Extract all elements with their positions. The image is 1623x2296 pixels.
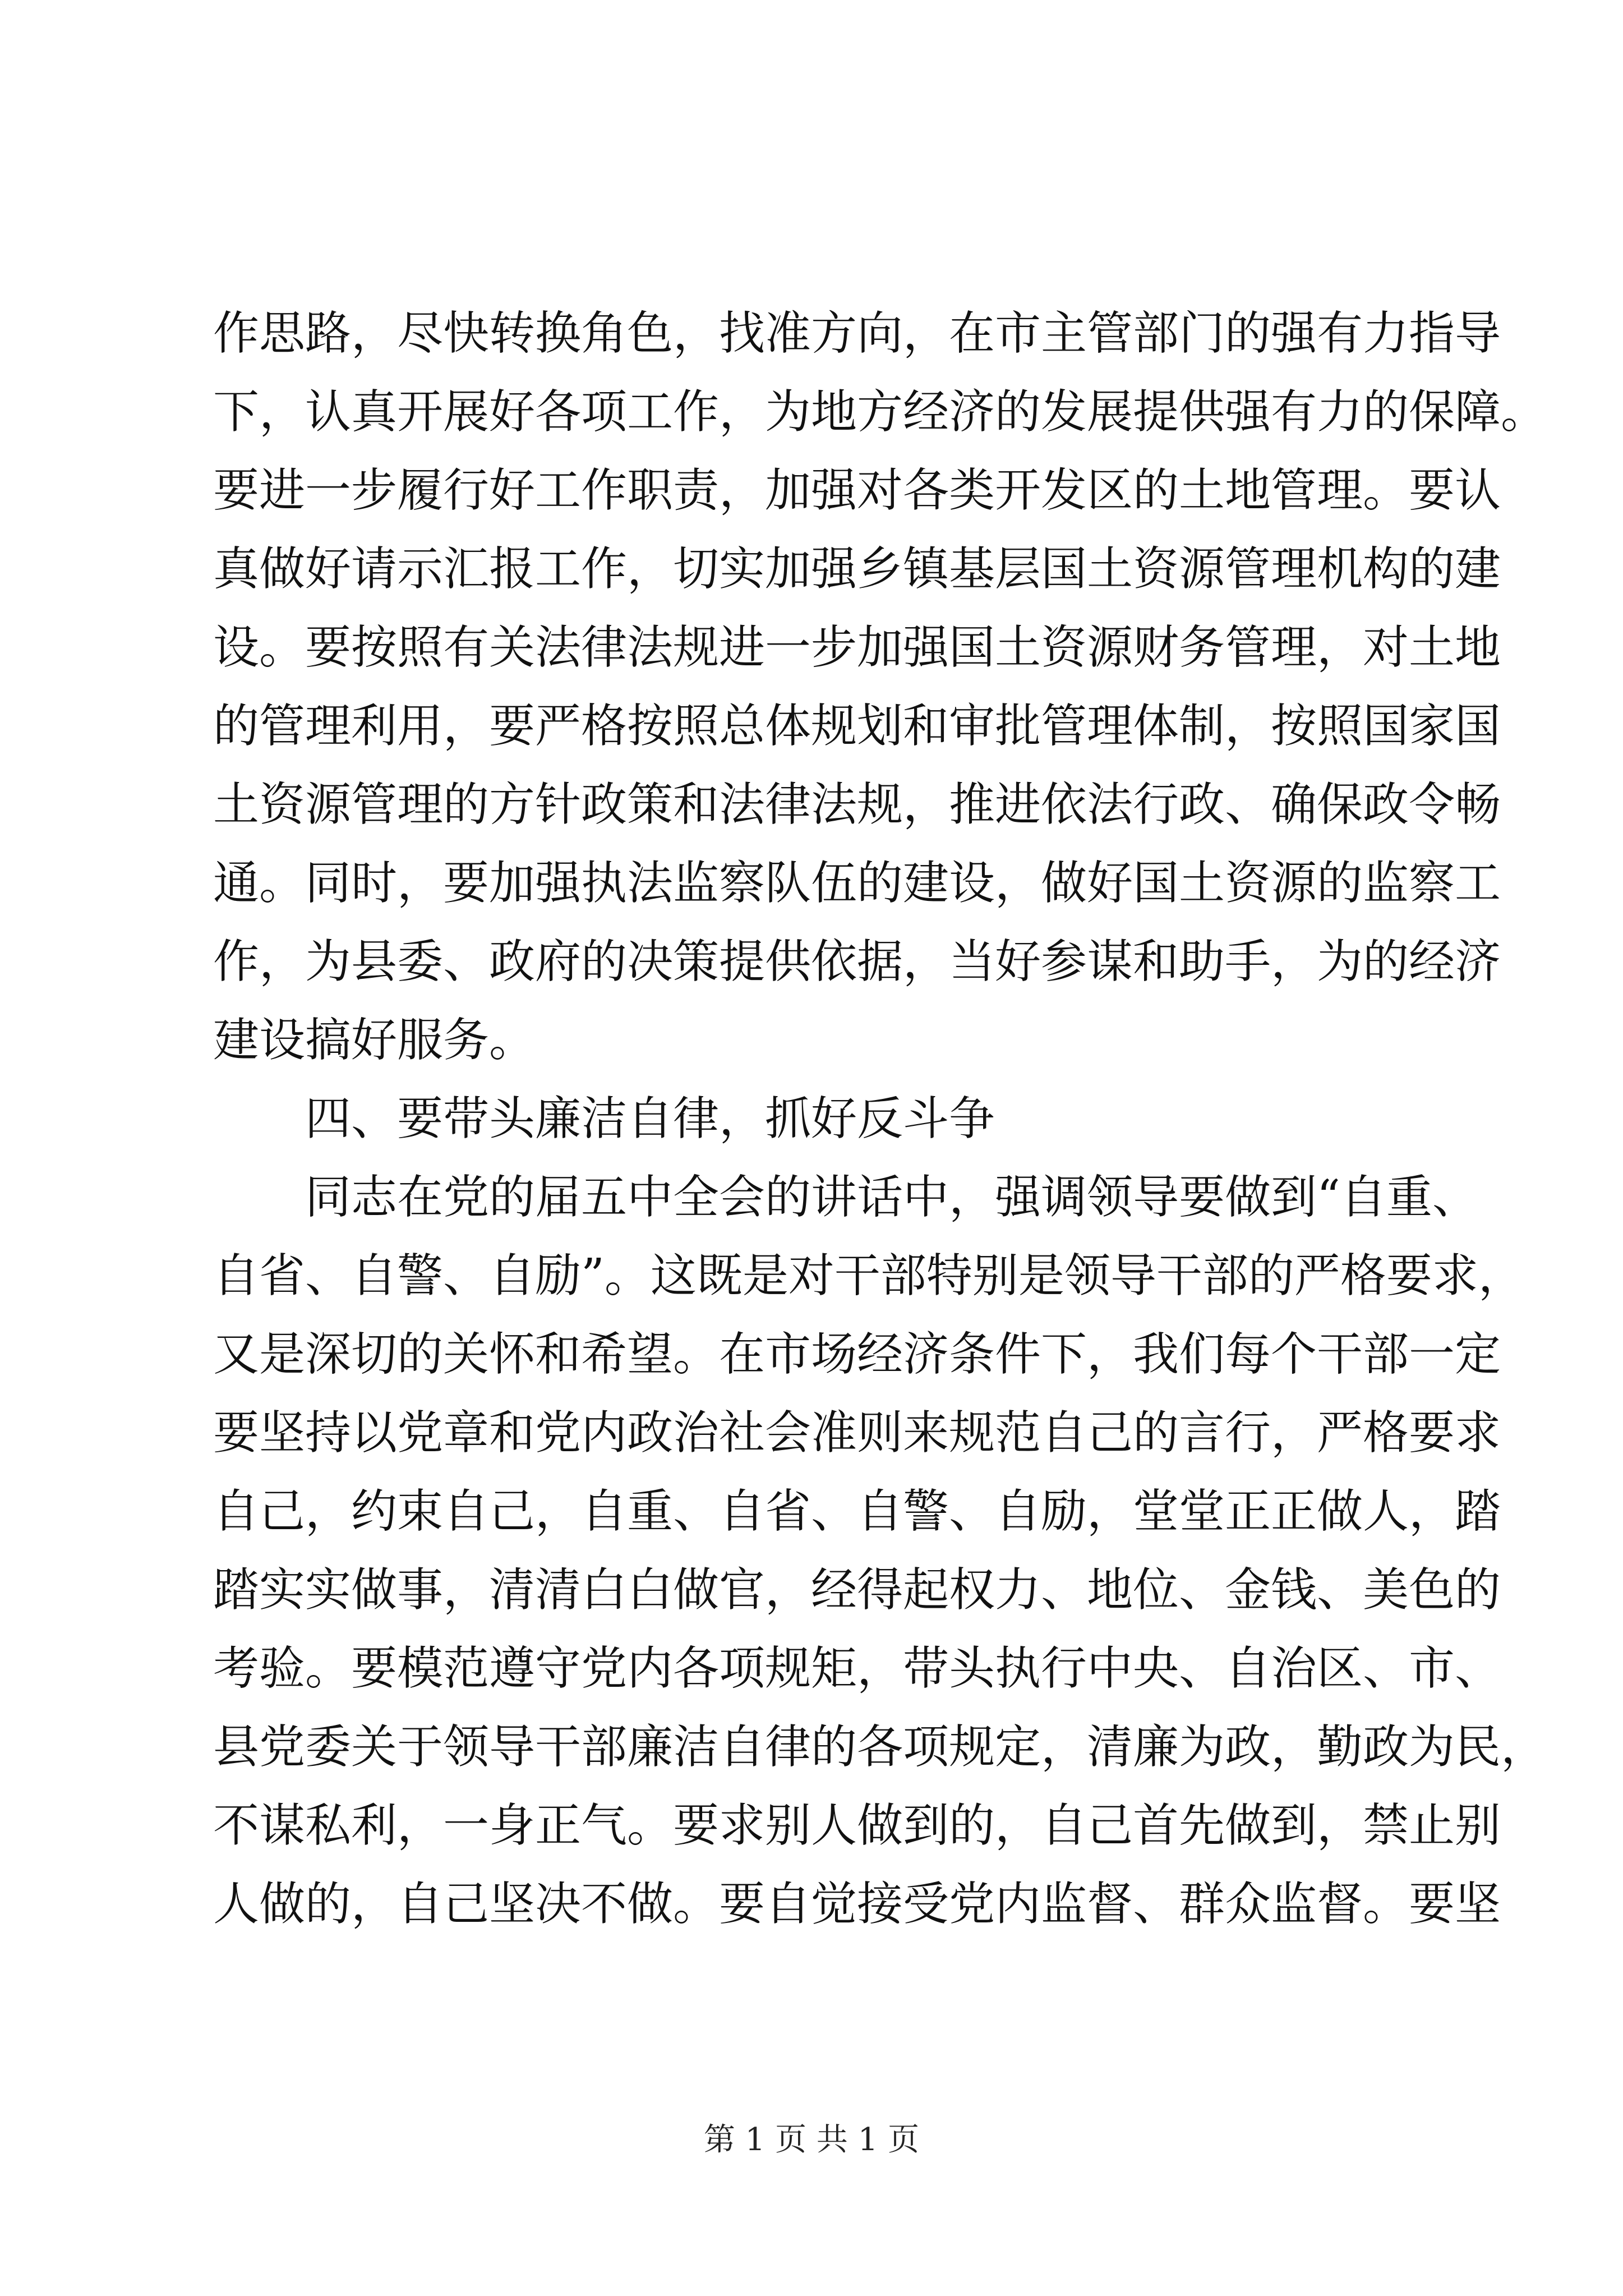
body-line: 不谋私利，一身正气。要求别人做到的，自己首先做到，禁止别 xyxy=(213,1799,1501,1852)
body-line: 要坚持以党章和党内政治社会准则来规范自己的言行，严格要求 xyxy=(213,1406,1501,1460)
body-line: 真做好请示汇报工作，切实加强乡镇基层国土资源管理机构的建 xyxy=(213,542,1501,596)
body-line: 要进一步履行好工作职责，加强对各类开发区的土地管理。要认 xyxy=(213,464,1501,517)
body-line: 作，为县委、政府的决策提供依据，当好参谋和助手，为的经济 xyxy=(213,935,1501,988)
body-line: 自己，约束自己，自重、自省、自警、自励，堂堂正正做人，踏 xyxy=(213,1485,1501,1538)
body-line: 考验。要模范遵守党内各项规矩，带头执行中央、自治区、市、 xyxy=(213,1642,1501,1695)
body-line: 设。要按照有关法律法规进一步加强国土资源财务管理，对土地 xyxy=(213,621,1501,674)
body-line: 建设搞好服务。 xyxy=(213,1014,536,1067)
body-line: 通。同时，要加强执法监察队伍的建设，做好国土资源的监察工 xyxy=(213,857,1501,910)
body-line: 人做的，自己坚决不做。要自觉接受党内监督、群众监督。要坚 xyxy=(213,1878,1501,1931)
page-number-footer: 第 1 页 共 1 页 xyxy=(703,2122,920,2158)
body-line: 自省、自警、自励”。这既是对干部特别是领导干部的严格要求， xyxy=(213,1249,1524,1303)
body-line: 同志在党的届五中全会的讲话中，强调领导要做到“自重、 xyxy=(213,1171,1478,1224)
body-line: 作思路，尽快转换角色，找准方向，在市主管部门的强有力指导 xyxy=(213,307,1501,360)
body-line: 又是深切的关怀和希望。在市场经济条件下，我们每个干部一定 xyxy=(213,1328,1501,1381)
section-heading: 四、要带头廉洁自律，抓好反斗争 xyxy=(213,1092,995,1145)
body-line: 县党委关于领导干部廉洁自律的各项规定，清廉为政，勤政为民， xyxy=(213,1720,1547,1774)
body-line: 土资源管理的方针政策和法律法规，推进依法行政、确保政令畅 xyxy=(213,778,1501,831)
body-line: 下，认真开展好各项工作，为地方经济的发展提供强有力的保障。 xyxy=(213,385,1547,439)
body-line: 的管理利用，要严格按照总体规划和审批管理体制，按照国家国 xyxy=(213,700,1501,753)
body-line: 踏实实做事，清清白白做官，经得起权力、地位、金钱、美色的 xyxy=(213,1563,1501,1617)
